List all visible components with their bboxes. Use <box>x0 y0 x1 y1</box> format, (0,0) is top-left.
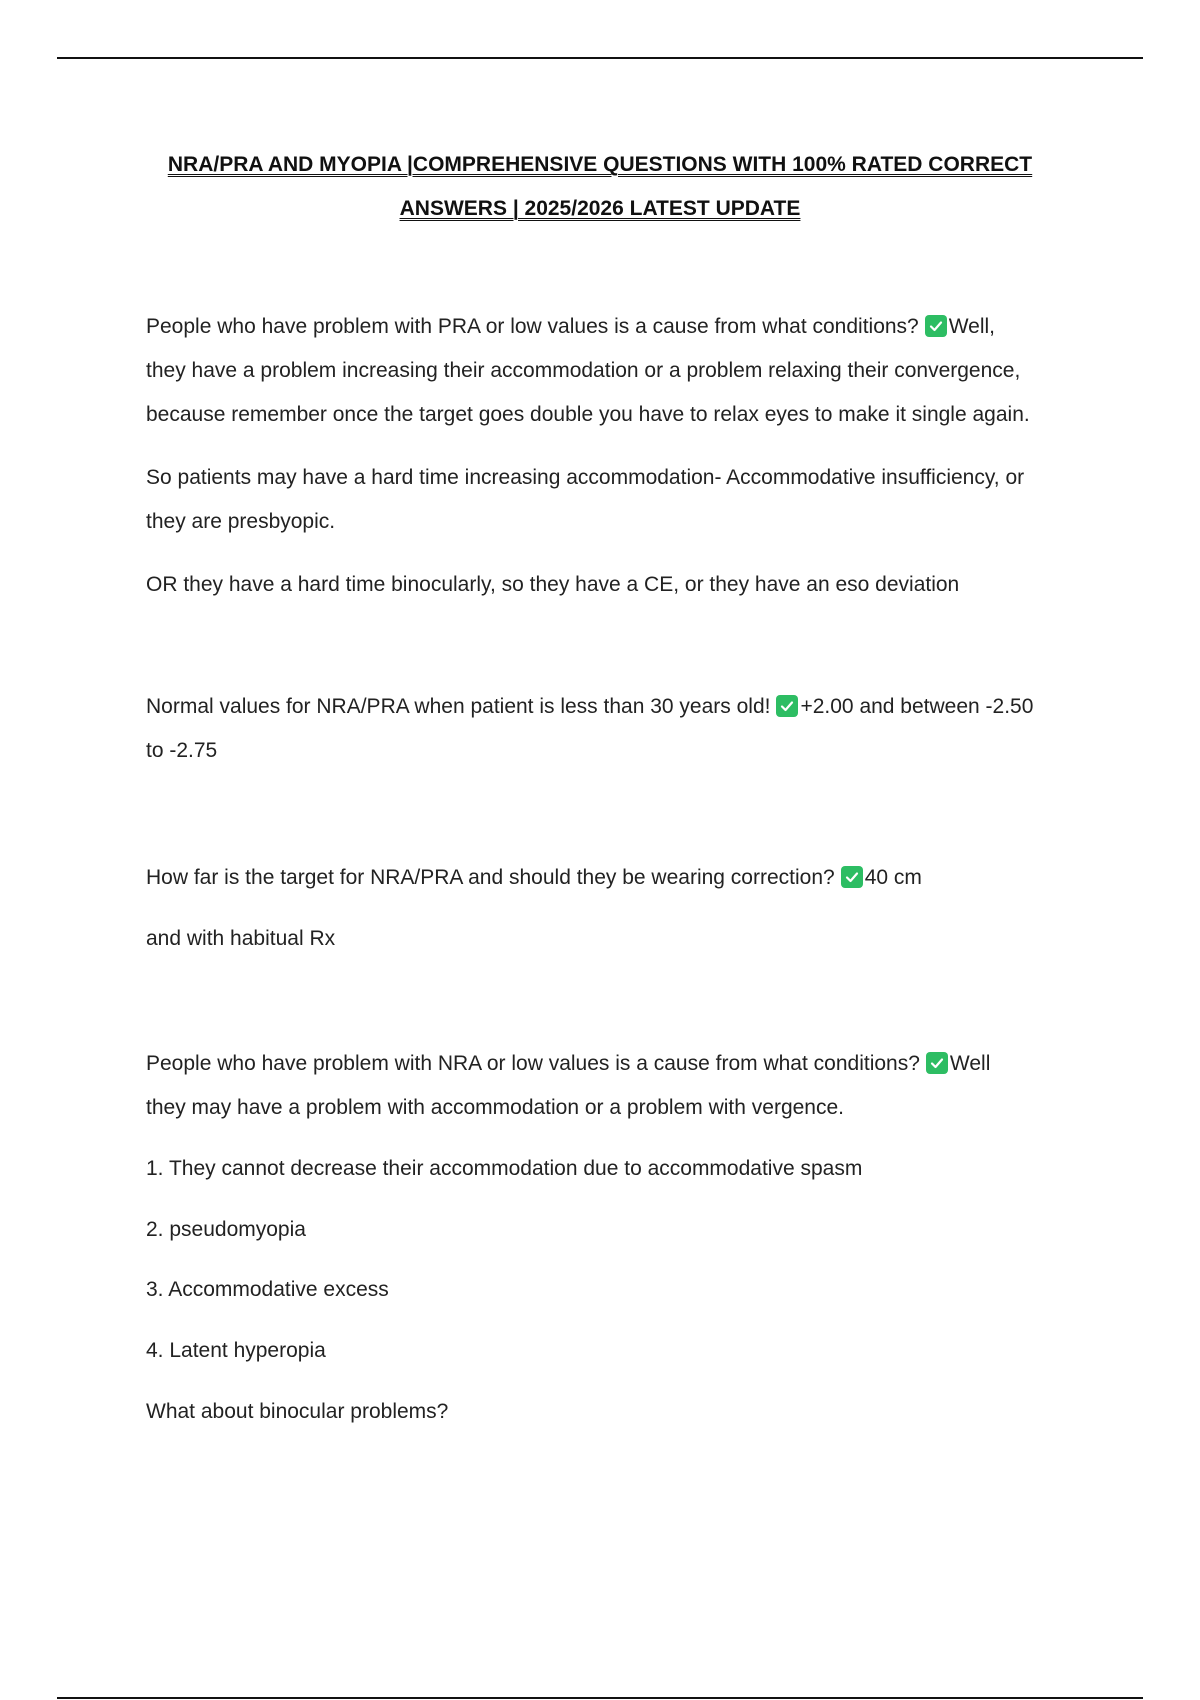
list-item <box>146 1147 1091 1191</box>
answer-1-line-2: they have a problem increasing their accommodation or a problem relaxing their convergence, <box>146 359 1021 382</box>
question-4-text: People who have problem with NRA or low values is a cause from what conditions? <box>146 1052 920 1075</box>
list-item <box>146 1268 1091 1312</box>
list-item-4: 4. Latent hyperopia <box>146 1339 326 1362</box>
list-item-1: 1. They cannot decrease their accommodation due to accommodative spasm <box>146 1157 863 1180</box>
checkmark-icon <box>776 695 798 717</box>
answer-1-start: Well, <box>948 315 996 338</box>
answer-3-continuation <box>146 917 1091 961</box>
answer-4-start: Well <box>949 1052 991 1075</box>
paragraph-3 <box>146 563 1091 607</box>
answer-2-line-2: to -2.75 <box>146 739 218 762</box>
title-line-1: NRA/PRA AND MYOPIA |COMPREHENSIVE QUESTIONS WITH 100% RATED CORRECT <box>167 153 1033 176</box>
list-item <box>146 1329 1091 1373</box>
answer-1-line-3: because remember once the target goes double you have to relax eyes to make it single again. <box>146 403 1030 426</box>
list-item <box>146 1208 1091 1252</box>
list-item-2: 2. pseudomyopia <box>146 1218 306 1241</box>
footer-rule <box>57 1697 1143 1699</box>
closing-question-text: What about binocular problems? <box>146 1400 449 1423</box>
closing-question <box>146 1390 1091 1434</box>
answer-3-start: 40 cm <box>864 866 922 889</box>
answer-3-line-2: and with habitual Rx <box>146 927 336 950</box>
title-line-2: ANSWERS | 2025/2026 LATEST UPDATE <box>399 197 801 220</box>
question-1-text: People who have problem with PRA or low values is a cause from what conditions? <box>146 315 919 338</box>
document-title <box>120 143 1080 231</box>
paragraph-2-line-2: they are presbyopic. <box>146 510 336 533</box>
question-4-paragraph <box>146 1042 1091 1130</box>
checkmark-icon <box>841 866 863 888</box>
question-3-paragraph <box>146 856 1091 900</box>
answer-2-start: +2.00 and between -2.50 <box>800 695 1034 718</box>
list-item-3: 3. Accommodative excess <box>146 1278 389 1301</box>
question-2-text: Normal values for NRA/PRA when patient is less than 30 years old! <box>146 695 771 718</box>
checkmark-icon <box>925 315 947 337</box>
header-rule <box>57 57 1143 59</box>
answer-4-line-2: they may have a problem with accommodation or a problem with vergence. <box>146 1096 845 1119</box>
question-2-paragraph <box>146 685 1091 773</box>
checkmark-icon <box>926 1052 948 1074</box>
question-1-paragraph <box>146 305 1091 437</box>
question-3-text: How far is the target for NRA/PRA and should they be wearing correction? <box>146 866 835 889</box>
paragraph-2 <box>146 456 1091 544</box>
paragraph-3-line-1: OR they have a hard time binocularly, so they have a CE, or they have an eso deviation <box>146 573 960 596</box>
paragraph-2-line-1: So patients may have a hard time increasing accommodation- Accommodative insufficiency, or <box>146 466 1025 489</box>
